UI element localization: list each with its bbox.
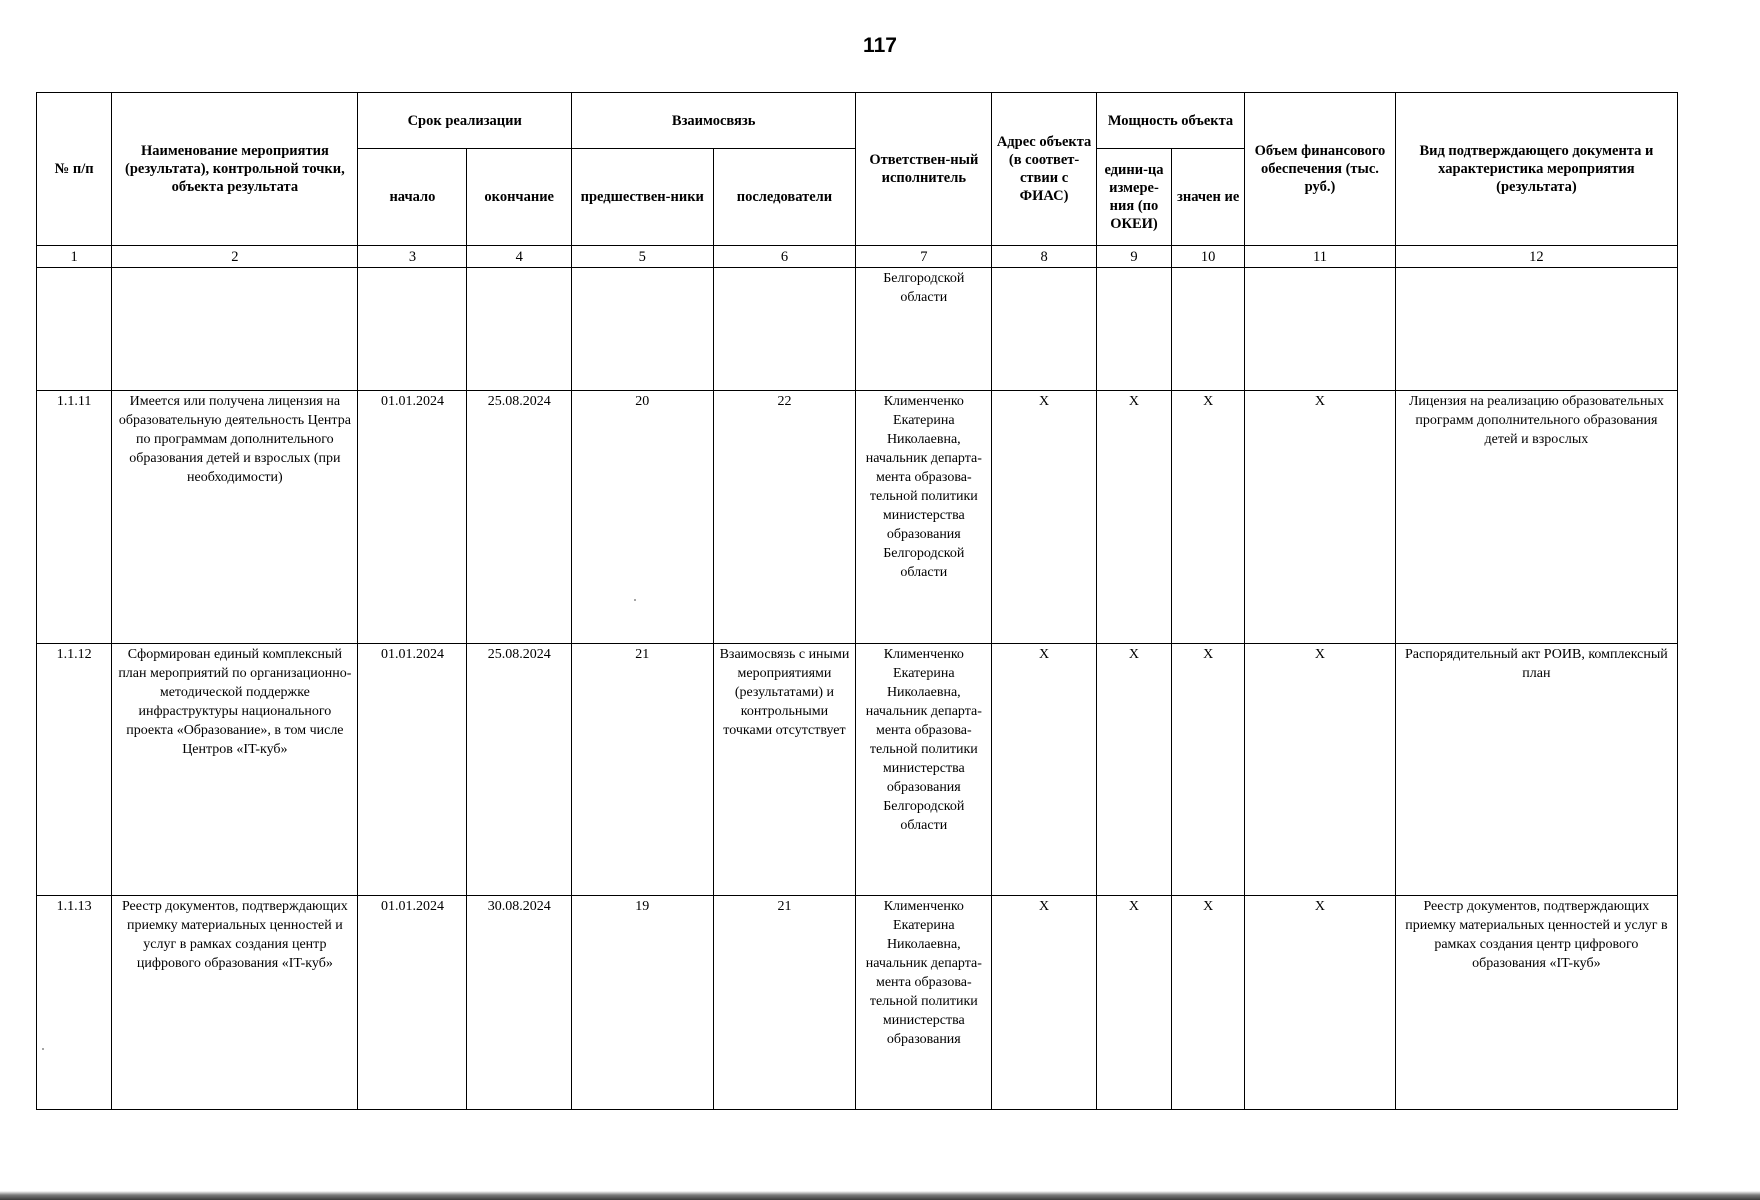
cell-predecessors: [571, 268, 713, 391]
cell-predecessors: 20: [571, 391, 713, 644]
column-number: 5: [571, 246, 713, 268]
table-row-continuation: [37, 268, 1678, 391]
table-row: [37, 391, 1678, 644]
cell-number: 1.1.11: [37, 391, 112, 644]
header-number: № п/п: [37, 93, 112, 246]
cell-address: Х: [992, 391, 1097, 644]
cell-end: [467, 268, 572, 391]
cell-responsible: Клименченко Екатерина Николаевна, начальник департа-мента образова-тельной политики министерства образования: [856, 896, 992, 1110]
cell-number: 1.1.12: [37, 644, 112, 896]
cell-address: Х: [992, 896, 1097, 1110]
plan-table-wrapper: [36, 92, 1678, 1110]
column-number: 7: [856, 246, 992, 268]
cell-name: Реестр документов, подтверждающих приемку материальных ценностей и услуг в рамках создания центр цифрового образования «IT-куб»: [112, 896, 358, 1110]
column-number: 6: [713, 246, 856, 268]
cell-end: 30.08.2024: [467, 896, 572, 1110]
cell-document: Распорядительный акт РОИВ, комплексный план: [1395, 644, 1677, 896]
cell-document: [1395, 268, 1677, 391]
page-number: 117: [863, 34, 897, 57]
column-number: 2: [112, 246, 358, 268]
table-row: [37, 896, 1678, 1110]
header-link: Взаимосвязь: [571, 93, 855, 149]
column-number: 11: [1245, 246, 1396, 268]
cell-value: Х: [1172, 896, 1245, 1110]
cell-finance: Х: [1245, 896, 1396, 1110]
cell-address: Х: [992, 644, 1097, 896]
header-document: Вид подтверждающего документа и характеристика мероприятия (результата): [1395, 93, 1677, 246]
cell-successors: [713, 268, 856, 391]
column-number: 8: [992, 246, 1097, 268]
header-capacity: Мощность объекта: [1096, 93, 1244, 149]
plan-table: [36, 92, 1678, 1110]
cell-predecessors: 21: [571, 644, 713, 896]
column-numbers-row: [37, 246, 1678, 268]
scan-edge-strip: [0, 1191, 1760, 1200]
cell-responsible: Клименченко Екатерина Николаевна, начальник департа-мента образова-тельной политики министерства образования Белгородской области: [856, 391, 992, 644]
header-responsible: Ответствен-ный исполнитель: [856, 93, 992, 246]
table-row: [37, 644, 1678, 896]
cell-document: Реестр документов, подтверждающих приемку материальных ценностей и услуг в рамках создания центр цифрового образования «IT-куб»: [1395, 896, 1677, 1110]
cell-address: [992, 268, 1097, 391]
cell-document: Лицензия на реализацию образовательных программ дополнительного образования детей и взрослых: [1395, 391, 1677, 644]
cell-name: [112, 268, 358, 391]
header-term-start: начало: [358, 149, 467, 246]
cell-finance: [1245, 268, 1396, 391]
cell-name: Сформирован единый комплексный план мероприятий по организационно-методической поддержке инфраструктуры национального проекта «Образование», в том числе Центров «IT-куб»: [112, 644, 358, 896]
cell-end: 25.08.2024: [467, 644, 572, 896]
column-number: 9: [1096, 246, 1171, 268]
cell-finance: Х: [1245, 644, 1396, 896]
cell-start: 01.01.2024: [358, 391, 467, 644]
header-finance: Объем финансового обеспечения (тыс. руб.): [1245, 93, 1396, 246]
cell-start: [358, 268, 467, 391]
column-number: 3: [358, 246, 467, 268]
cell-name: Имеется или получена лицензия на образовательную деятельность Центра по программам дополнительного образования детей и взрослых (при необходимости): [112, 391, 358, 644]
cell-predecessors: 19: [571, 896, 713, 1110]
cell-value: Х: [1172, 644, 1245, 896]
header-term-end: окончание: [467, 149, 572, 246]
cell-unit: Х: [1096, 391, 1171, 644]
scan-speck: [42, 1048, 44, 1050]
header-address: Адрес объекта (в соответ-ствии с ФИАС): [992, 93, 1097, 246]
cell-successors: 21: [713, 896, 856, 1110]
cell-start: 01.01.2024: [358, 644, 467, 896]
column-number: 4: [467, 246, 572, 268]
cell-unit: [1096, 268, 1171, 391]
cell-responsible: Клименченко Екатерина Николаевна, начальник департа-мента образова-тельной политики министерства образования Белгородской области: [856, 644, 992, 896]
header-capacity-value: значен ие: [1172, 149, 1245, 246]
column-number: 10: [1172, 246, 1245, 268]
cell-successors: 22: [713, 391, 856, 644]
cell-unit: Х: [1096, 644, 1171, 896]
header-name: Наименование мероприятия (результата), контрольной точки, объекта результата: [112, 93, 358, 246]
header-successors: последователи: [713, 149, 856, 246]
cell-unit: Х: [1096, 896, 1171, 1110]
table-body: [37, 268, 1678, 1110]
cell-end: 25.08.2024: [467, 391, 572, 644]
column-number: 1: [37, 246, 112, 268]
cell-number: 1.1.13: [37, 896, 112, 1110]
cell-finance: Х: [1245, 391, 1396, 644]
header-predecessors: предшествен-ники: [571, 149, 713, 246]
column-number: 12: [1395, 246, 1677, 268]
cell-value: [1172, 268, 1245, 391]
header-capacity-unit: едини-ца измере-ния (по ОКЕИ): [1096, 149, 1171, 246]
scan-speck: [634, 599, 636, 601]
table-header: [37, 93, 1678, 268]
cell-number: [37, 268, 112, 391]
header-term: Срок реализации: [358, 93, 572, 149]
cell-start: 01.01.2024: [358, 896, 467, 1110]
cell-successors: Взаимосвязь с иными мероприятиями (результатами) и контрольными точками отсутствует: [713, 644, 856, 896]
cell-responsible: Белгородской области: [856, 268, 992, 391]
cell-value: Х: [1172, 391, 1245, 644]
